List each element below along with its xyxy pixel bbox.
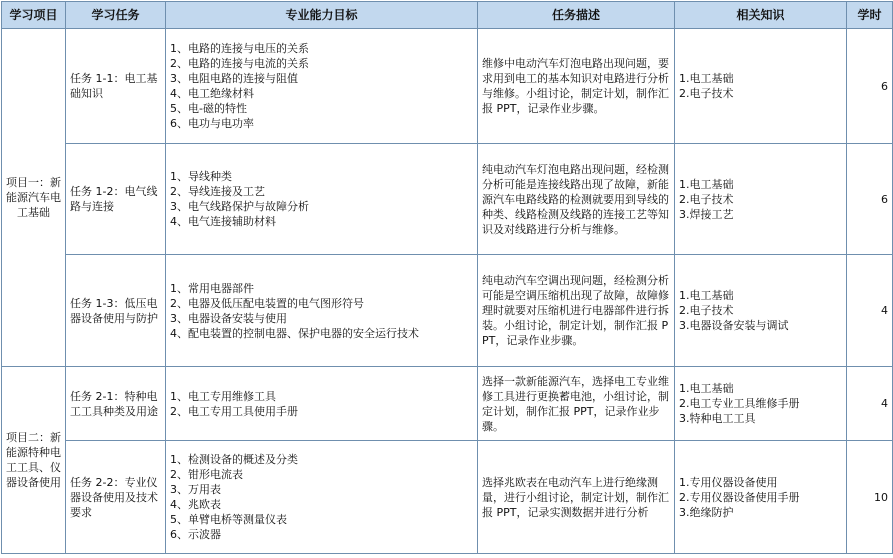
knowledge-cell [675, 255, 847, 367]
goals-cell [166, 29, 478, 144]
knowledge-item: 1.电工基础 [679, 289, 734, 302]
goal-item: 2、钳形电流表 [170, 468, 243, 481]
table-row [2, 29, 893, 144]
description-text: 维修中电动汽车灯泡电路出现问题，要求用到电工的基本知识对电路进行分析与维修。小组讨论，制定计划，制作汇报 PPT，记录作业步骤。 [482, 57, 669, 115]
description-cell [478, 255, 675, 367]
goal-item: 6、电功与电功率 [170, 117, 254, 130]
header-knowledge: 相关知识 [675, 2, 847, 29]
knowledge-item: 1.电工基础 [679, 177, 734, 191]
header-project: 学习项目 [2, 2, 66, 29]
knowledge-item: 3.绝缘防护 [679, 505, 734, 519]
knowledge-cell [675, 29, 847, 144]
goals-cell [166, 144, 478, 255]
task-cell: 任务 1-2：电气线路与连接 [66, 144, 166, 255]
task-cell: 任务 1-3：低压电器设备使用与防护 [66, 255, 166, 367]
goal-item: 1、电工专用维修工具 [170, 389, 276, 403]
knowledge-item: 2.电工专业工具维修手册 [679, 397, 800, 410]
knowledge-item: 1.电工基础 [679, 382, 734, 395]
goals-cell [166, 441, 478, 554]
goal-item: 2、电路的连接与电流的关系 [170, 57, 309, 70]
goal-item: 1、电路的连接与电压的关系 [170, 42, 309, 55]
goal-item: 3、电阻电路的连接与阻值 [170, 72, 298, 85]
goal-item: 3、电器设备安装与使用 [170, 311, 287, 325]
hours-cell: 4 [847, 255, 893, 367]
table-row [2, 441, 893, 554]
hours-cell: 6 [847, 29, 893, 144]
goals-cell [166, 367, 478, 441]
knowledge-cell [675, 441, 847, 554]
description-text: 纯电动汽车空调出现问题，经检测分析可能是空调压缩机出现了故障，故障修理时就要对压缩机进行电器部件进行拆装。小组讨论，制定计划，制作汇报 PPT，记录作业步骤。 [482, 274, 669, 347]
goal-item: 4、兆欧表 [170, 498, 221, 511]
knowledge-item: 2.电子技术 [679, 304, 734, 317]
table-row [2, 367, 893, 441]
knowledge-item: 3.焊接工艺 [679, 207, 734, 221]
header-description: 任务描述 [478, 2, 675, 29]
task-cell: 任务 2-1：特种电工工具种类及用途 [66, 367, 166, 441]
goal-item: 2、导线连接及工艺 [170, 185, 265, 198]
goal-item: 4、电工绝缘材料 [170, 87, 254, 100]
table-row [2, 144, 893, 255]
goal-item: 2、电工专用工具使用手册 [170, 404, 298, 418]
knowledge-item: 3.电器设备安装与调试 [679, 319, 789, 332]
project-cell: 项目一：新能源汽车电工基础 [2, 29, 66, 367]
knowledge-item: 1.电工基础 [679, 72, 734, 85]
knowledge-item: 2.专用仪器设备使用手册 [679, 490, 800, 504]
description-cell [478, 144, 675, 255]
hours-cell: 4 [847, 367, 893, 441]
header-row [2, 2, 893, 29]
header-hours: 学时 [847, 2, 893, 29]
table-row [2, 255, 893, 367]
task-cell: 任务 1-1：电工基础知识 [66, 29, 166, 144]
description-text: 选择一款新能源汽车，选择电工专业维修工具进行更换蓄电池，小组讨论，制定计划，制作汇报 PPT，记录作业步骤。 [482, 374, 669, 433]
goal-item: 1、导线种类 [170, 170, 232, 183]
description-text: 选择兆欧表在电动汽车上进行绝缘测量，进行小组讨论，制定计划，制作汇报 PPT，记录实测数据并进行分析 [482, 475, 669, 519]
goal-item: 1、常用电器部件 [170, 281, 254, 295]
goal-item: 3、万用表 [170, 483, 221, 496]
description-cell [478, 29, 675, 144]
project-cell: 项目二：新能源特种电工工具、仪器设备使用 [2, 367, 66, 554]
header-goals: 专业能力目标 [166, 2, 478, 29]
knowledge-item: 1.专用仪器设备使用 [679, 475, 778, 489]
knowledge-cell [675, 367, 847, 441]
description-cell [478, 441, 675, 554]
goal-item: 5、单臂电桥等测量仪表 [170, 513, 287, 526]
goal-item: 1、检测设备的概述及分类 [170, 453, 298, 466]
hours-cell: 10 [847, 441, 893, 554]
goal-item: 4、电气连接辅助材料 [170, 215, 276, 228]
goal-item: 2、电器及低压配电装置的电气图形符号 [170, 296, 364, 310]
knowledge-item: 2.电子技术 [679, 192, 734, 206]
goal-item: 5、电-磁的特性 [170, 102, 247, 115]
curriculum-table [1, 1, 893, 554]
description-cell [478, 367, 675, 441]
knowledge-item: 3.特种电工工具 [679, 412, 756, 425]
goals-cell [166, 255, 478, 367]
description-text: 纯电动汽车灯泡电路出现问题，经检测分析可能是连接线路出现了故障，新能源汽车电路线路的检测就要用到导线的种类、线路检测及线路的连接工艺等知识及对线路进行分析与维修。 [482, 162, 669, 236]
goal-item: 3、电气线路保护与故障分析 [170, 200, 309, 213]
hours-cell: 6 [847, 144, 893, 255]
goal-item: 4、配电装置的控制电器、保护电器的安全运行技术 [170, 326, 419, 340]
header-task: 学习任务 [66, 2, 166, 29]
knowledge-cell [675, 144, 847, 255]
knowledge-item: 2.电子技术 [679, 87, 734, 100]
task-cell: 任务 2-2：专业仪器设备使用及技术要求 [66, 441, 166, 554]
goal-item: 6、示波器 [170, 528, 221, 541]
